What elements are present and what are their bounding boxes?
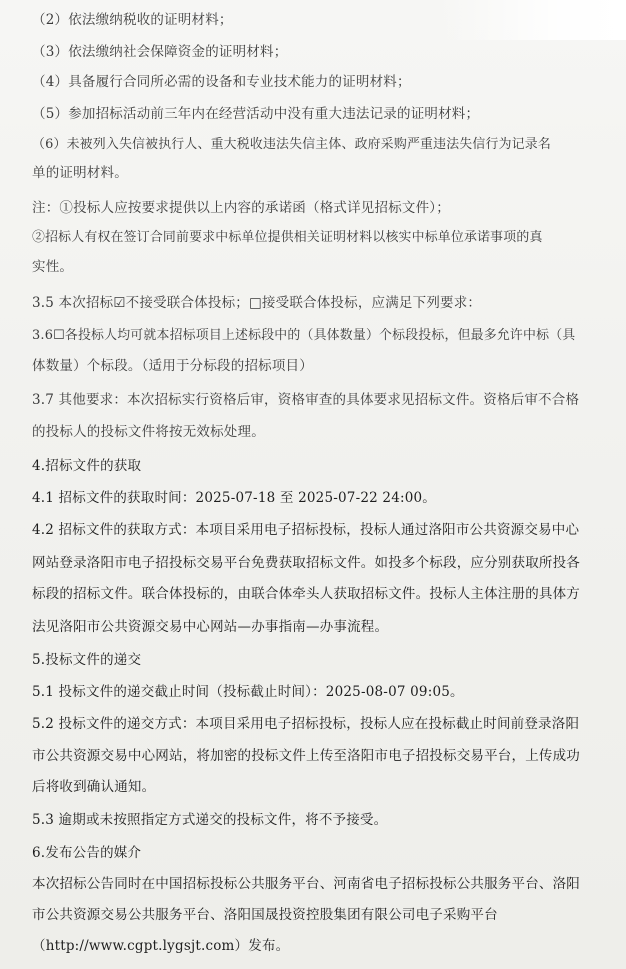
doc-line-19: 标段的招标文件。联合体投标的，由联合体牵头人获取招标文件。投标人主体注册的具体方: [32, 586, 580, 602]
doc-line-2: （3）依法缴纳社会保障资金的证明材料；: [32, 44, 288, 60]
doc-line-26: 5.3 逾期或未按照指定方式递交的投标文件，将不予接受。: [32, 812, 388, 828]
doc-line-25: 后将收到确认通知。: [32, 779, 156, 795]
doc-line-30: （http://www.cgpt.lygsjt.com）发布。: [32, 938, 290, 954]
doc-line-12: 体数量）个标段。（适用于分标段的招标项目）: [32, 358, 313, 374]
doc-line-10: 3.5 本次招标☑不接受联合体投标；□接受联合体投标，应满足下列要求：: [32, 295, 482, 311]
doc-line-6: 单的证明材料。: [32, 165, 128, 181]
doc-line-29: 市公共资源交易公共服务平台、洛阳国晟投资控股集团有限公司电子采购平台: [32, 907, 498, 923]
doc-line-16: 4.1 招标文件的获取时间：2025-07-18 至 2025-07-22 24:00。: [32, 490, 437, 506]
doc-line-13: 3.7 其他要求：本次招标实行资格后审，资格审查的具体要求见招标文件。资格后审不合格: [32, 392, 580, 408]
doc-line-20: 法见洛阳市公共资源交易中心网站—办事指南—办事流程。: [32, 619, 389, 635]
doc-line-28: 本次招标公告同时在中国招标投标公共服务平台、河南省电子招标投标公共服务平台、洛阳: [32, 876, 580, 892]
doc-line-7: 注：①投标人应按要求提供以上内容的承诺函（格式详见招标文件）；: [32, 200, 450, 216]
section-heading-6: 6.发布公告的媒介: [32, 845, 142, 861]
doc-line-24: 市公共资源交易中心网站，将加密的投标文件上传至洛阳市电子招投标交易平台，上传成功: [32, 748, 580, 764]
doc-line-8: ②招标人有权在签订合同前要求中标单位提供相关证明材料以核实中标单位承诺事项的真: [32, 230, 543, 245]
section-heading-5: 5.投标文件的递交: [32, 652, 142, 668]
doc-line-23: 5.2 投标文件的递交方式：本项目采用电子招标投标，投标人应在投标截止时间前登录洛阳: [32, 716, 580, 732]
doc-line-22: 5.1 投标文件的递交截止时间（投标截止时间）：2025-08-07 09:05。: [32, 684, 464, 700]
doc-line-18: 网站登录洛阳市电子招投标交易平台免费获取招标文件。如投多个标段，应分别获取所投各: [32, 555, 580, 571]
doc-line-3: （4）具备履行合同所必需的设备和专业技术能力的证明材料；: [32, 74, 411, 90]
scan-glare: [436, 0, 626, 40]
doc-line-9: 实性。: [32, 259, 74, 275]
doc-line-14: 的投标人的投标文件将按无效标处理。: [32, 424, 265, 440]
doc-line-17: 4.2 招标文件的获取方式：本项目采用电子招标投标，投标人通过洛阳市公共资源交易中心: [32, 522, 580, 538]
doc-line-1: （2）依法缴纳税收的证明材料；: [32, 12, 233, 28]
section-heading-4: 4.招标文件的获取: [32, 458, 142, 474]
doc-line-5: （6）未被列入失信被执行人、重大税收违法失信主体、政府采购严重违法失信行为记录名: [32, 137, 551, 152]
doc-line-4: （5）参加招标活动前三年内在经营活动中没有重大违法记录的证明材料；: [32, 106, 480, 122]
doc-line-11: 3.6☐各投标人均可就本招标项目上述标段中的（具体数量）个标段投标，但最多允许中标（具: [32, 328, 576, 343]
